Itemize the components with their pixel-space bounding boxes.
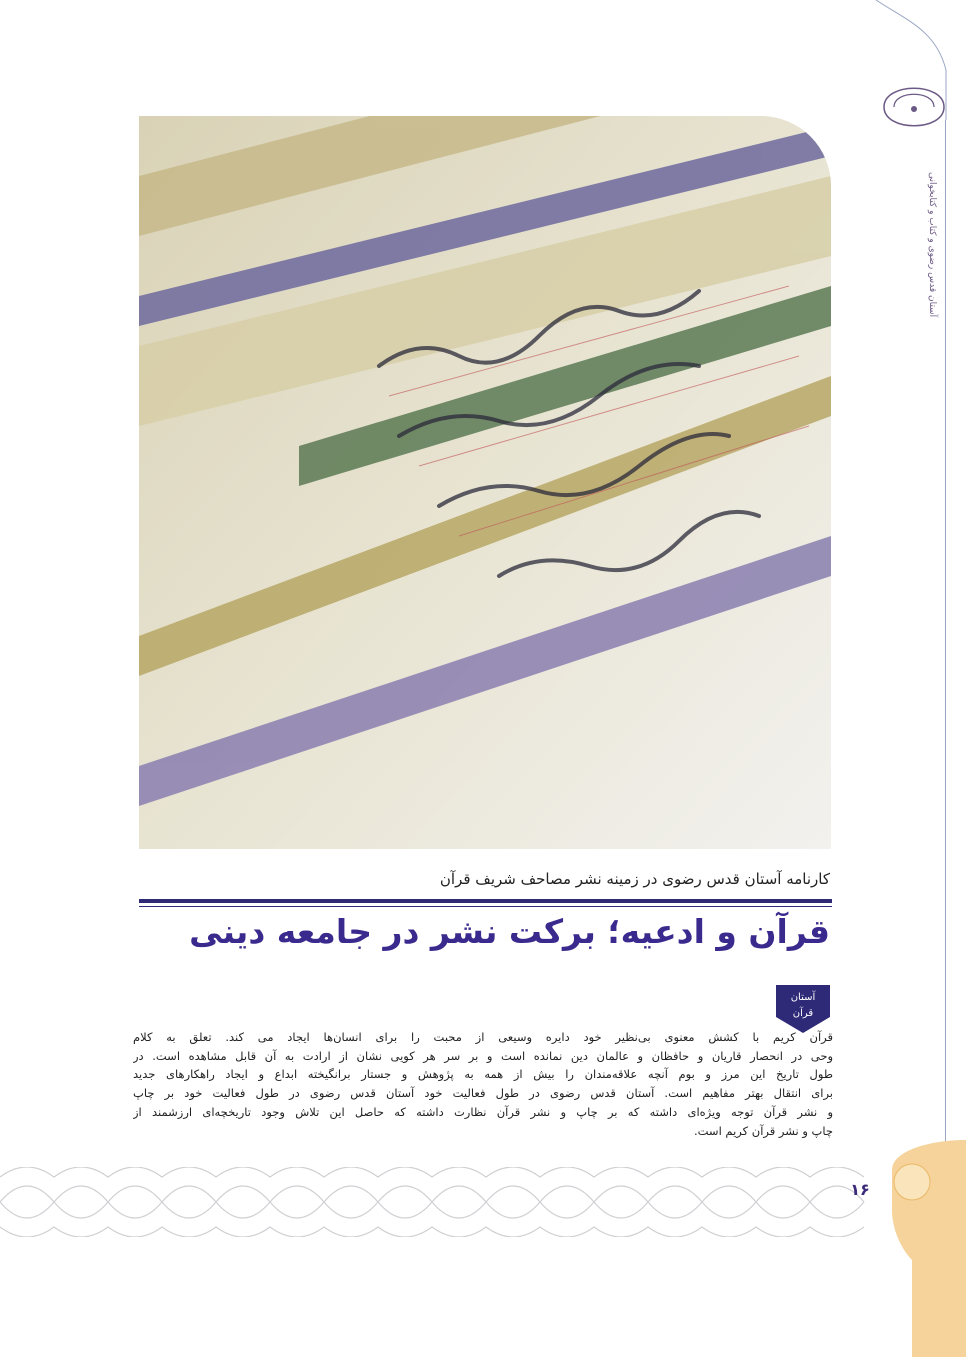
body-line: برای انتقال بهتر مفاهیم است. آستان قدس رضوی در طول فعالیت خود آستان قدس رضوی در طول فعالیت خود بر چاپ xyxy=(133,1086,833,1101)
article-title: قرآن و ادعیه؛ برکت نشر در جامعه دینی xyxy=(189,912,830,951)
body-line: و نشر قرآن توجه ویژه‌ای داشته که بر چاپ و نشر قرآن نظارت داشته که حاصل این تلاش وجود تاریخچه‌ای ارزشمند از xyxy=(133,1104,833,1119)
side-caption: آستان قدس رضوی و کتاب و کتابخوانی xyxy=(927,172,937,318)
emblem-bottom-text: قرآن xyxy=(792,1008,814,1019)
margin-line xyxy=(945,120,946,1160)
page-number: ۱۶ xyxy=(850,1180,870,1199)
page-corner-strip xyxy=(872,1140,966,1357)
ornamental-band xyxy=(0,1167,966,1237)
body-line: قرآن کریم با کشش معنوی بی‌نظیر خود دایره وسیعی از محبت را برای انسان‌ها ایجاد می کند. تعلق به کلام xyxy=(133,1030,833,1044)
emblem-top-text: آستان xyxy=(790,992,816,1003)
brand-logo-icon xyxy=(874,72,954,142)
title-rule xyxy=(139,899,832,903)
article-body xyxy=(133,1028,833,1140)
quran-manuscript-photo xyxy=(139,116,831,849)
article-subtitle: کارنامه آستان قدس رضوی در زمینه نشر مصاحف شریف قرآن xyxy=(439,870,830,888)
body-line: طول تاریخ این مرز و بوم آنچه علاقه‌مندان را بیش از همه به پژوهش و جستار برانگیخته ابداع و ایجاد راهکارهای جدید xyxy=(133,1067,833,1082)
body-line: وحی در انحصار قاریان و حافظان و عالمان دین نمانده است و بر سر هر کویی نشان از ارادت به آن قابل مشاهده است. در xyxy=(133,1048,833,1063)
body-line: چاپ و نشر قرآن کریم است. xyxy=(693,1123,833,1138)
title-rule-thin xyxy=(139,906,832,907)
